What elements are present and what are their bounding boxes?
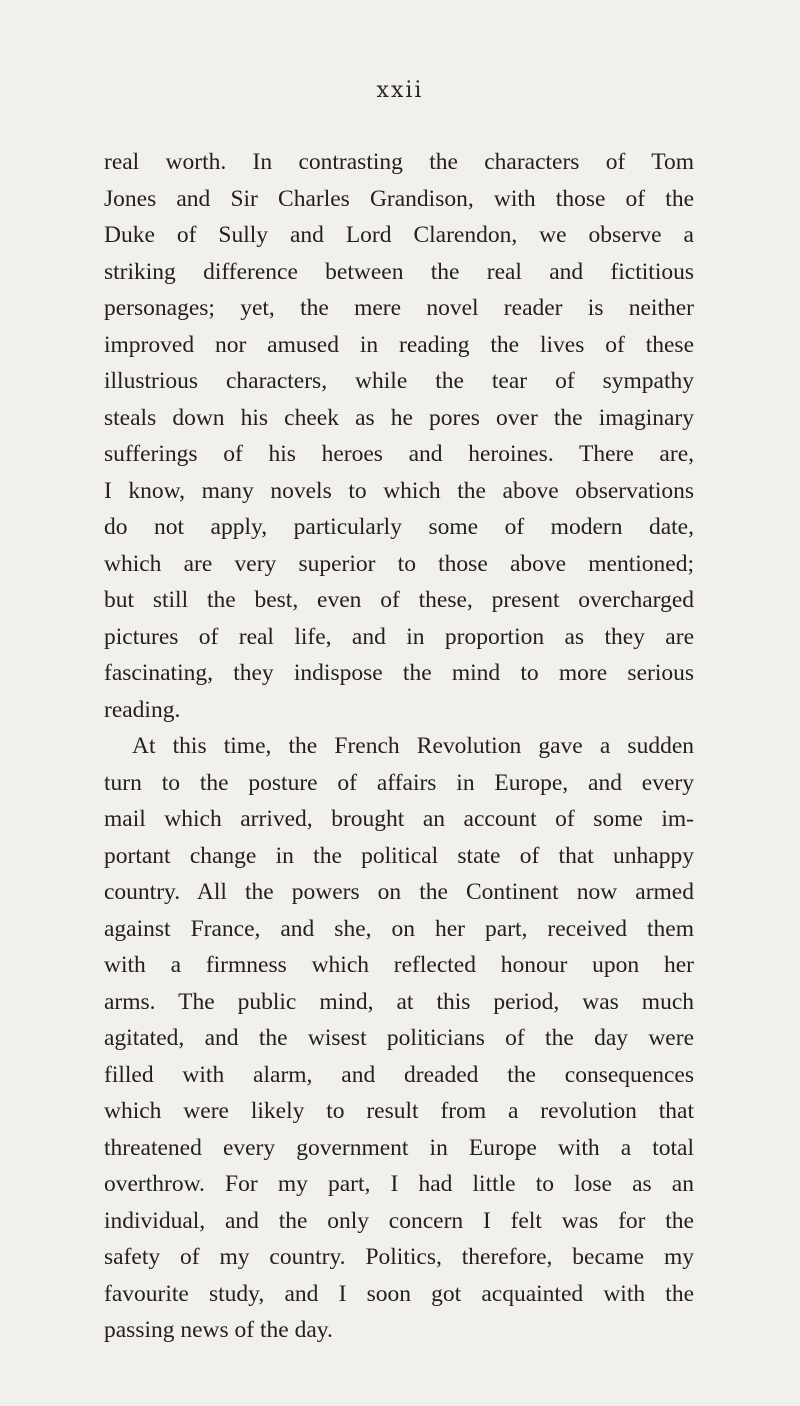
text-line: overthrow. For my part, I had little to lose as an [104, 1171, 694, 1197]
text-line: agitated, and the wisest politicians of the day were [104, 1025, 694, 1051]
text-line: threatened every government in Europe with a total [104, 1134, 694, 1161]
text-line: which are very superior to those above mentioned; [104, 550, 694, 577]
text-line: favourite study, and I soon got acquainted with the [104, 1280, 694, 1307]
text-line: but still the best, even of these, present overcharged [104, 587, 694, 613]
text-line: personages; yet, the mere novel reader is neither [104, 295, 694, 321]
text-line: portant change in the political state of that unhappy [104, 842, 694, 869]
text-line: country. All the powers on the Continent now armed [104, 879, 694, 905]
text-line: steals down his cheek as he pores over the imaginary [104, 404, 694, 431]
text-line: striking difference between the real and fictitious [104, 258, 694, 285]
text-line: individual, and the only concern I felt was for the [104, 1207, 694, 1234]
text-line: Jones and Sir Charles Grandison, with those of the [104, 185, 694, 212]
text-line: mail which arrived, brought an account of some im- [104, 806, 694, 832]
text-line: turn to the posture of affairs in Europe, and every [104, 769, 694, 796]
text-line: Duke of Sully and Lord Clarendon, we observe a [104, 222, 694, 248]
text-line: filled with alarm, and dreaded the consequences [104, 1061, 694, 1088]
text-line: which were likely to result from a revolution that [104, 1098, 694, 1124]
text-line: reading. [104, 696, 181, 723]
text-line: passing news of the day. [104, 1317, 333, 1343]
text-line: with a firmness which reflected honour upon her [104, 952, 694, 978]
text-line: real worth. In contrasting the characters of Tom [104, 149, 694, 175]
text-line: against France, and she, on her part, received them [104, 915, 694, 942]
text-line: illustrious characters, while the tear of sympathy [104, 368, 694, 394]
text-line: I know, many novels to which the above observations [104, 477, 694, 504]
text-line: safety of my country. Politics, therefore, became my [104, 1244, 694, 1270]
text-line: sufferings of his heroes and heroines. There are, [104, 441, 694, 467]
text-line: arms. The public mind, at this period, was much [104, 988, 694, 1015]
body-text [104, 144, 694, 1349]
text-line: do not apply, particularly some of modern date, [104, 514, 694, 540]
text-line: fascinating, they indispose the mind to more serious [104, 660, 694, 686]
page-number: xxii [376, 78, 424, 103]
text-line: pictures of real life, and in proportion as they are [104, 623, 694, 650]
text-line: improved nor amused in reading the lives of these [104, 331, 694, 358]
text-line: At this time, the French Revolution gave a sudden [132, 733, 694, 759]
